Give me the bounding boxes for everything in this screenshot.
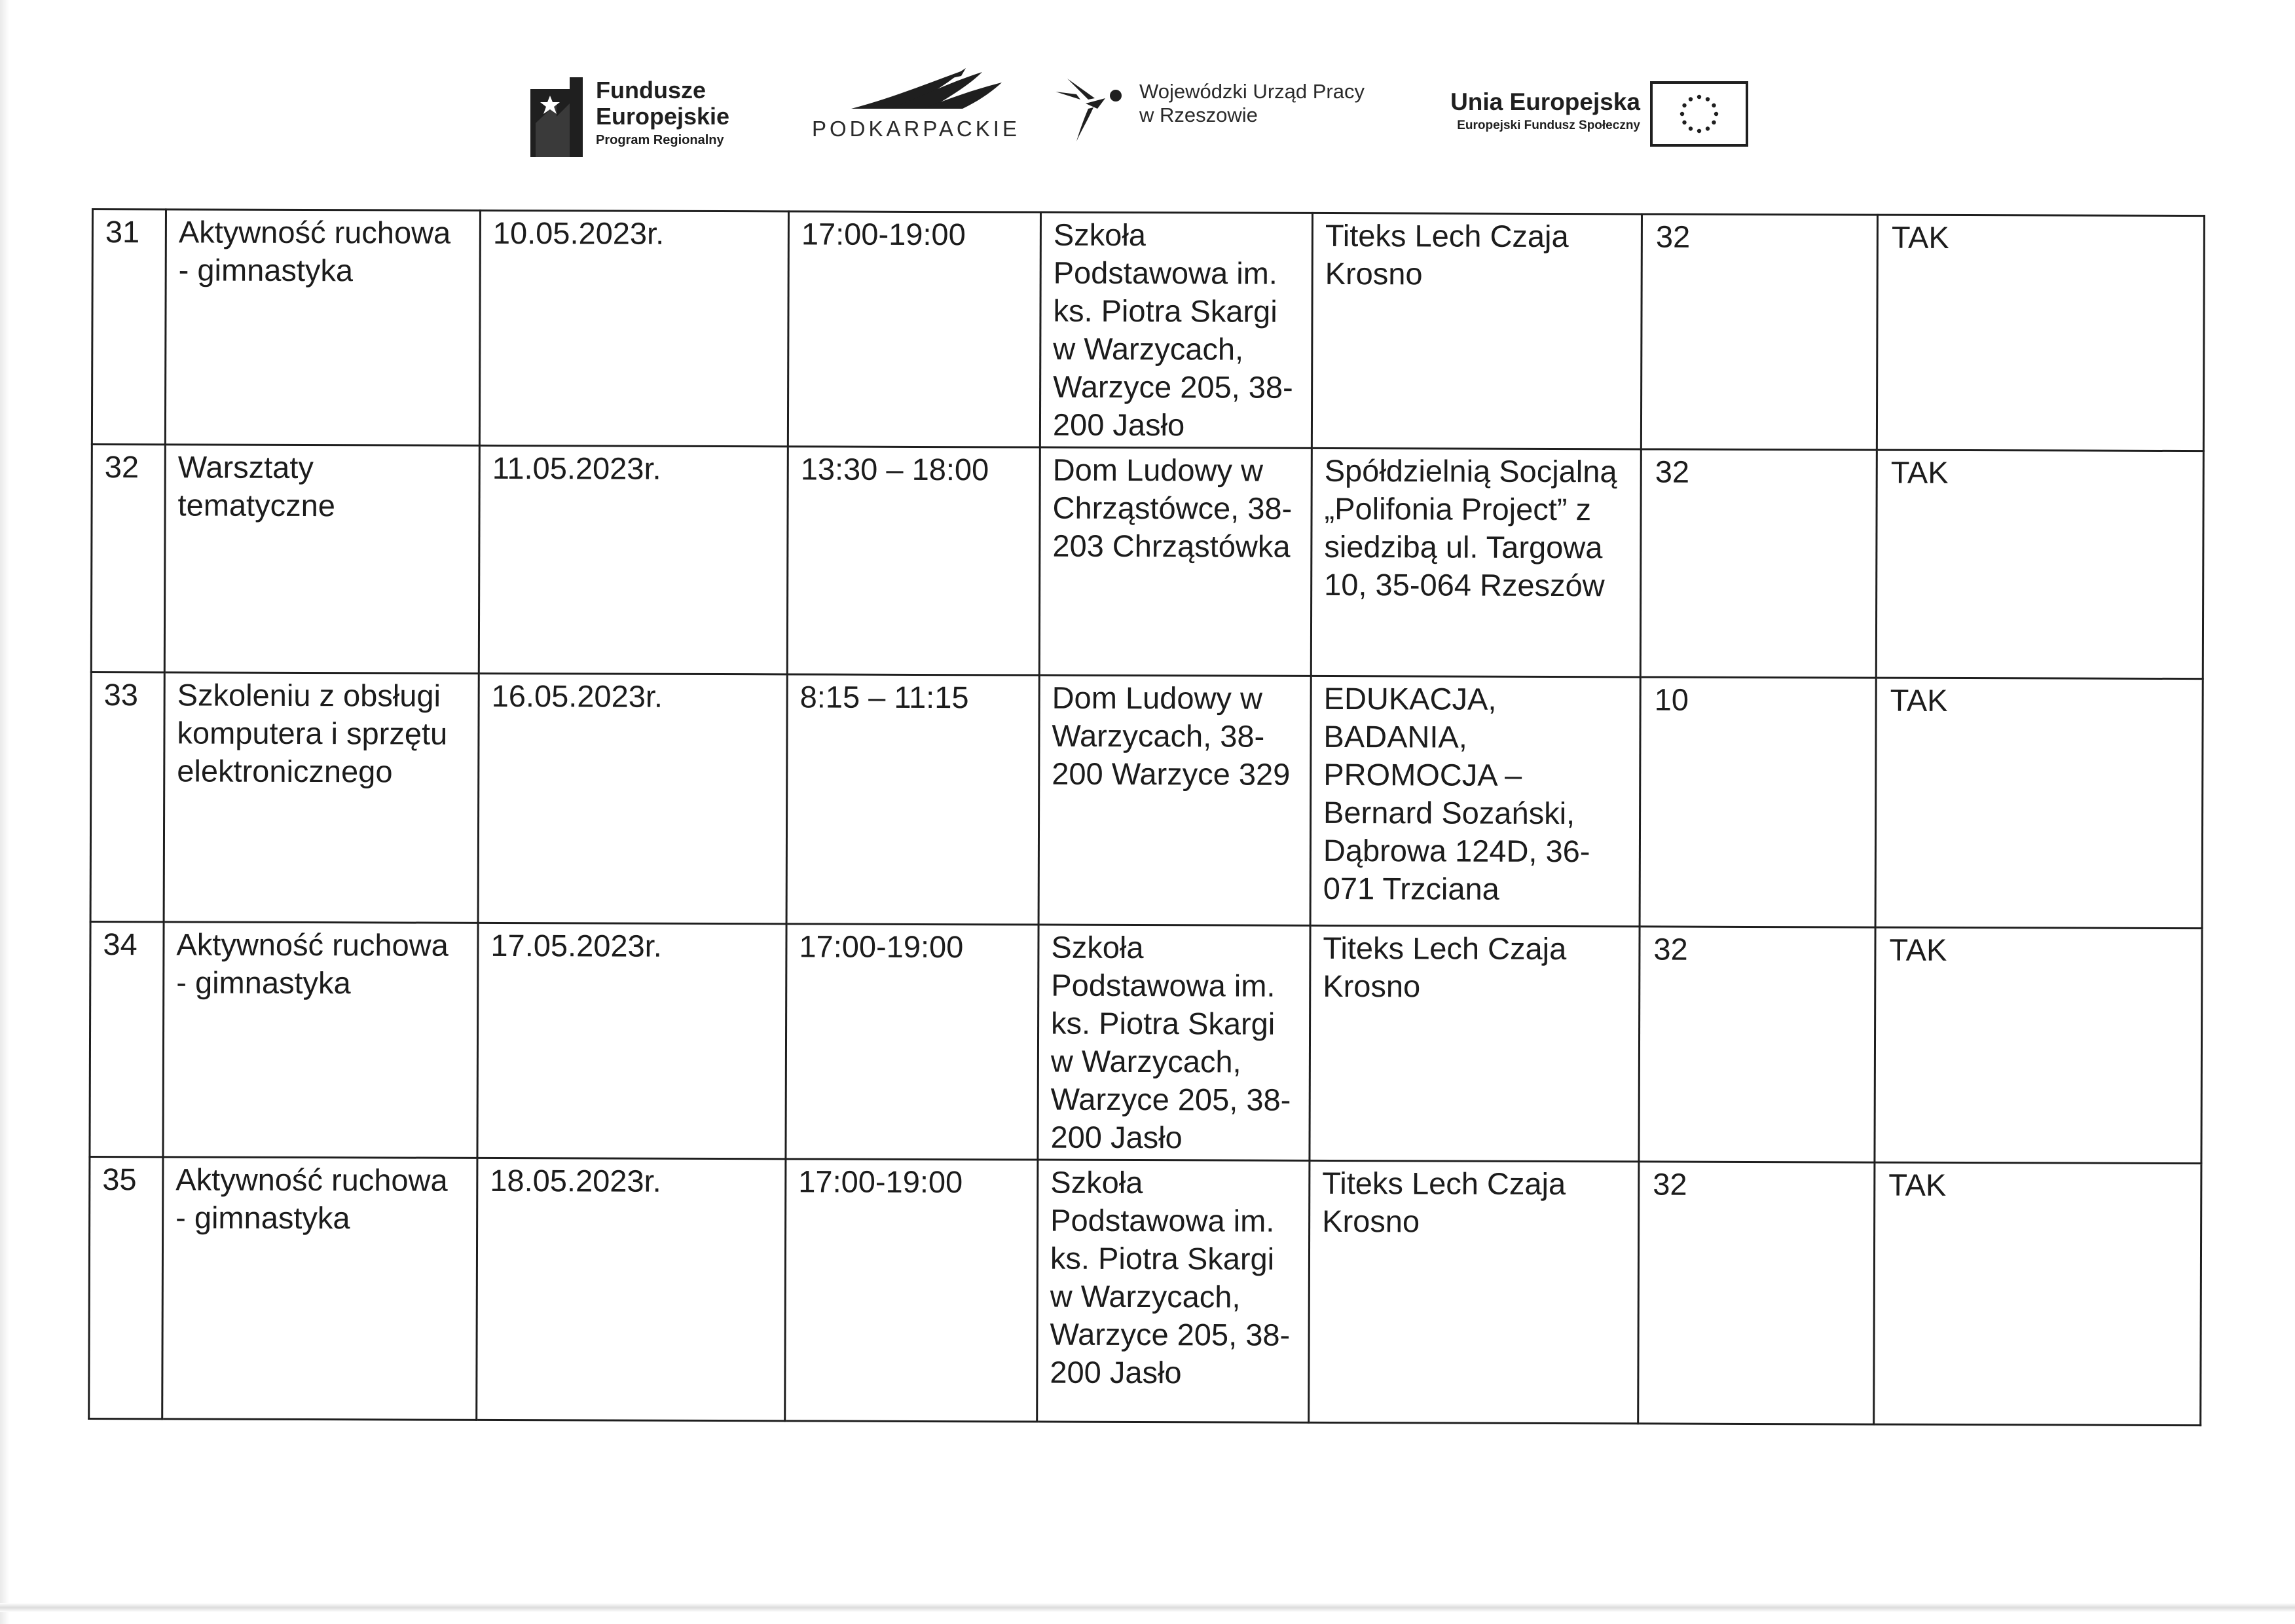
cell-date: 17.05.2023r.	[477, 923, 786, 1158]
table-row	[89, 1156, 2201, 1425]
cell-date: 11.05.2023r.	[479, 445, 788, 674]
scan-bottom-edge	[0, 1603, 2295, 1612]
table-row	[90, 921, 2202, 1163]
cell-count: 32	[1639, 927, 1875, 1162]
cell-activity: Aktywność ruchowa - gimnastyka	[165, 210, 480, 446]
wup-line-1: Wojewódzki Urząd Pracy	[1139, 80, 1365, 103]
fe-star-flag-icon	[530, 77, 583, 157]
cell-activity: Warsztaty tematyczne	[164, 445, 479, 674]
cell-lp: 32	[91, 445, 165, 673]
cell-time: 17:00-19:00	[785, 1159, 1038, 1422]
cell-provider: EDUKACJA, BADANIA, PROMOCJA – Bernard Sozański, Dąbrowa 124D, 36-071 Trzciana	[1310, 676, 1640, 927]
cell-lp: 31	[92, 210, 166, 445]
cell-date: 16.05.2023r.	[478, 673, 787, 923]
logo-podkarpackie	[812, 65, 1035, 151]
cell-place: Dom Ludowy w Warzycach, 38-200 Warzyce 329	[1038, 675, 1311, 925]
cell-provider: Titeks Lech Czaja Krosno	[1312, 213, 1642, 449]
ue-line-1: Unia Europejska	[1450, 88, 1640, 115]
cell-place: Szkoła Podstawowa im. ks. Piotra Skargi w Warzycach, Warzyce 205, 38-200 Jasło	[1037, 1160, 1310, 1422]
logo-wup-rzeszow	[1054, 65, 1408, 151]
cell-time: 8:15 – 11:15	[786, 674, 1039, 925]
scan-left-edge	[0, 0, 9, 1624]
cell-date: 18.05.2023r.	[477, 1158, 786, 1420]
fe-line-1: Fundusze	[596, 77, 706, 103]
cell-count: 32	[1638, 1162, 1875, 1424]
fe-line-3: Program Regionalny	[596, 133, 724, 147]
logo-unia-europejska	[1408, 77, 1761, 156]
cell-flag: TAK	[1877, 215, 2204, 451]
cell-provider: Spółdzielnią Socjalną „Polifonia Project” z siedzibą ul. Targowa 10, 35-064 Rzeszów	[1311, 448, 1641, 677]
logo-fundusze-europejskie	[530, 72, 766, 157]
cell-place: Dom Ludowy w Chrząstówce, 38-203 Chrząstówka	[1039, 447, 1312, 676]
cell-place: Szkoła Podstawowa im. ks. Piotra Skargi w Warzycach, Warzyce 205, 38-200 Jasło	[1038, 925, 1310, 1160]
cell-time: 17:00-19:00	[788, 212, 1040, 447]
table-row	[92, 210, 2204, 451]
cell-flag: TAK	[1875, 927, 2202, 1164]
wup-line-2: w Rzeszowie	[1139, 103, 1258, 126]
schedule-table	[88, 208, 2205, 1426]
ue-line-2: Europejski Fundusz Społeczny	[1457, 119, 1640, 132]
cell-count: 32	[1640, 449, 1877, 678]
cell-count: 10	[1640, 677, 1876, 927]
cell-time: 13:30 – 18:00	[787, 447, 1040, 675]
cell-provider: Titeks Lech Czaja Krosno	[1310, 925, 1640, 1162]
cell-lp: 34	[90, 921, 164, 1156]
cell-lp: 33	[90, 673, 164, 922]
cell-activity: Szkoleniu z obsługi komputera i sprzętu elektronicznego	[164, 673, 479, 923]
cell-provider: Titeks Lech Czaja Krosno	[1309, 1160, 1639, 1424]
table-row	[90, 673, 2203, 929]
wup-bird-icon	[1054, 65, 1126, 144]
eu-flag-icon	[1650, 81, 1748, 147]
cell-flag: TAK	[1874, 1162, 2201, 1426]
cell-activity: Aktywność ruchowa - gimnastyka	[162, 1157, 477, 1420]
cell-flag: TAK	[1875, 678, 2203, 929]
cell-flag: TAK	[1876, 450, 2203, 679]
cell-place: Szkoła Podstawowa im. ks. Piotra Skargi w Warzycach, Warzyce 205, 38-200 Jasło	[1040, 212, 1312, 448]
podkarpackie-label: PODKARPACKIE	[812, 117, 1020, 141]
cell-time: 17:00-19:00	[786, 924, 1038, 1160]
header-logos	[0, 0, 2295, 170]
cell-count: 32	[1641, 214, 1877, 450]
fe-line-2: Europejskie	[596, 103, 730, 130]
cell-activity: Aktywność ruchowa - gimnastyka	[163, 922, 478, 1158]
table-row	[91, 445, 2203, 679]
cell-lp: 35	[89, 1156, 163, 1418]
podkarpackie-hills-icon	[851, 65, 1008, 111]
cell-date: 10.05.2023r.	[479, 210, 788, 446]
